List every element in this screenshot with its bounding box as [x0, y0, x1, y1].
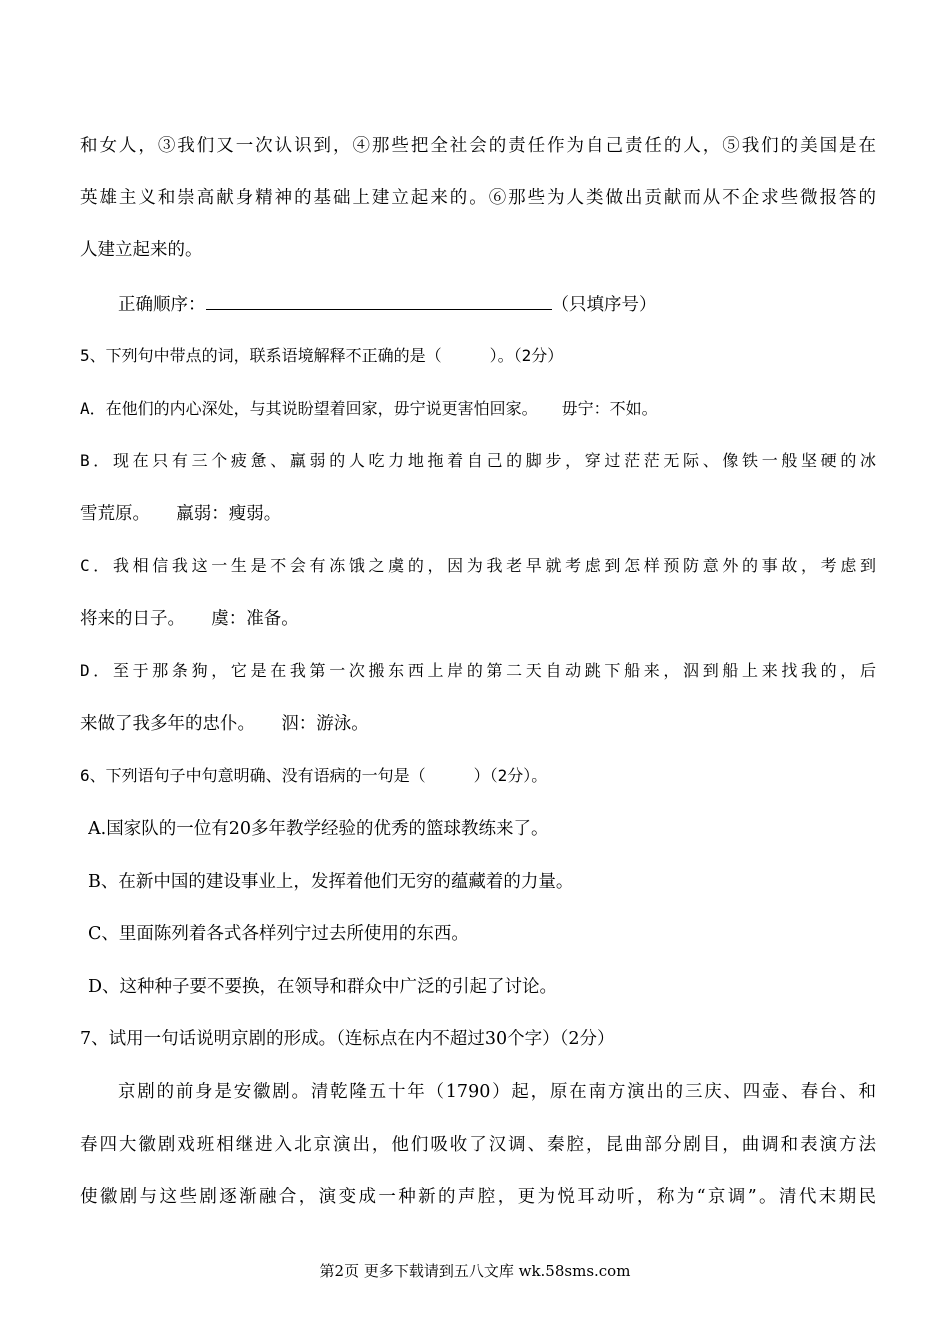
q6-option-a: A.国家队的一位有20多年教学经验的优秀的篮球教练来了。 [88, 819, 549, 839]
answer-note: （只填序号） [551, 295, 657, 315]
page-footer: 第2页 更多下载请到五八文库 wk.58sms.com [319, 1262, 631, 1280]
q5-option-b-line-2: 雪荒原。 羸弱：瘦弱。 [80, 504, 282, 524]
passage-line-1: 和女人，③我们又一次认识到，④那些把全社会的责任作为自己责任的人，⑤我们的美国是在 [80, 136, 876, 156]
q5-option-d-line-2: 来做了我多年的忠仆。 泅：游泳。 [80, 714, 369, 734]
answer-row [118, 291, 876, 317]
passage-line-3: 人建立起来的。 [80, 240, 203, 260]
q7-stem: 7、试用一句话说明京剧的形成。（连标点在内不超过30个字）（2分） [80, 1029, 615, 1049]
answer-label: 正确顺序： [118, 295, 206, 315]
answer-blank[interactable] [206, 291, 552, 310]
q7-paragraph-line-3: 使徽剧与这些剧逐渐融合，演变成一种新的声腔，更为悦耳动听，称为“京调”。清代末期民 [80, 1187, 876, 1207]
q5-option-d-line-1: D．至于那条狗，它是在我第一次搬东西上岸的第二天自动跳下船来，泅到船上来找我的，后 [80, 661, 876, 680]
q5-option-c-line-1: C．我相信我这一生是不会有冻饿之虞的，因为我老早就考虑到怎样预防意外的事故，考虑到 [80, 556, 876, 575]
q5-option-a: A．在他们的内心深处，与其说盼望着回家，毋宁说更害怕回家。 毋宁：不如。 [80, 399, 658, 418]
q5-stem: 5、下列句中带点的词，联系语境解释不正确的是（ ）。（2分） [80, 346, 564, 365]
q6-option-c: C、里面陈列着各式各样列宁过去所使用的东西。 [88, 924, 469, 944]
q6-option-d: D、这种种子要不要换，在领导和群众中广泛的引起了讨论。 [88, 977, 558, 997]
q7-paragraph-line-2: 春四大徽剧戏班相继进入北京演出，他们吸收了汉调、秦腔，昆曲部分剧目，曲调和表演方法 [80, 1135, 876, 1155]
passage-line-2: 英雄主义和崇高献身精神的基础上建立起来的。⑥那些为人类做出贡献而从不企求些微报答的 [80, 188, 876, 208]
q6-stem: 6、下列语句子中句意明确、没有语病的一句是（ ）（2分）。 [80, 766, 548, 785]
q5-option-b-line-1: B．现在只有三个疲惫、羸弱的人吃力地拖着自己的脚步，穿过茫茫无际、像铁一般坚硬的冰 [80, 451, 876, 470]
q5-option-c-line-2: 将来的日子。 虞：准备。 [80, 609, 299, 629]
q6-option-b: B、在新中国的建设事业上，发挥着他们无穷的蕴藏着的力量。 [88, 872, 574, 892]
q7-paragraph-line-1: 京剧的前身是安徽剧。清乾隆五十年（1790）起，原在南方演出的三庆、四壶、春台、和 [118, 1082, 876, 1102]
